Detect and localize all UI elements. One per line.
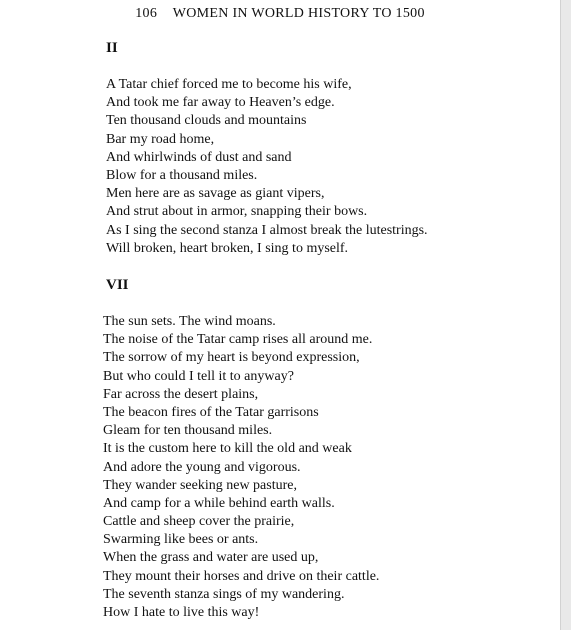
poem-line: Ten thousand clouds and mountains <box>106 113 307 129</box>
poem-line: And whirlwinds of dust and sand <box>106 149 292 165</box>
poem-line: And took me far away to Heaven’s edge. <box>106 95 335 111</box>
poem-line: And adore the young and vigorous. <box>103 459 301 475</box>
poem-line: Men here are as savage as giant vipers, <box>106 186 325 202</box>
page-number: 106 <box>135 6 158 21</box>
poem-line: How I hate to live this way! <box>103 605 260 620</box>
poem-line: As I sing the second stanza I almost break the lutestrings. <box>106 222 428 238</box>
stanza-lines <box>106 76 428 258</box>
stanza-heading: II <box>106 40 118 56</box>
poem-line: The noise of the Tatar camp rises all around me. <box>103 332 373 348</box>
poem-line: The sorrow of my heart is beyond expression, <box>103 350 360 366</box>
poem-line: It is the custom here to kill the old and weak <box>103 441 352 457</box>
poem-line: And camp for a while behind earth walls. <box>103 495 335 511</box>
poem-line: The seventh stanza sings of my wandering. <box>103 586 345 602</box>
running-title: WOMEN IN WORLD HISTORY TO 1500 <box>172 6 425 21</box>
running-header <box>0 6 560 22</box>
poem-line: They wander seeking new pasture, <box>103 477 297 493</box>
stanza-lines <box>103 313 379 622</box>
poem-line: Far across the desert plains, <box>103 386 259 402</box>
poem-line: Bar my road home, <box>106 131 215 147</box>
poem-line: Gleam for ten thousand miles. <box>103 423 273 439</box>
poem-line: A Tatar chief forced me to become his wife, <box>106 77 352 92</box>
stanza-heading: VII <box>106 277 129 293</box>
poem-line: Blow for a thousand miles. <box>106 167 258 183</box>
poem-line: The sun sets. The wind moans. <box>103 314 276 329</box>
poem-line: The beacon fires of the Tatar garrisons <box>103 404 319 420</box>
poem-line: But who could I tell it to anyway? <box>103 368 294 384</box>
poem-line: Swarming like bees or ants. <box>103 532 259 548</box>
poem-line: When the grass and water are used up, <box>103 550 319 566</box>
poem-line: And strut about in armor, snapping their bows. <box>106 204 368 220</box>
poem-line: They mount their horses and drive on their cattle. <box>103 568 380 584</box>
poem-line: Cattle and sheep cover the prairie, <box>103 514 295 530</box>
vertical-scrollbar[interactable] <box>560 0 571 630</box>
poem-line: Will broken, heart broken, I sing to myself. <box>106 240 349 256</box>
